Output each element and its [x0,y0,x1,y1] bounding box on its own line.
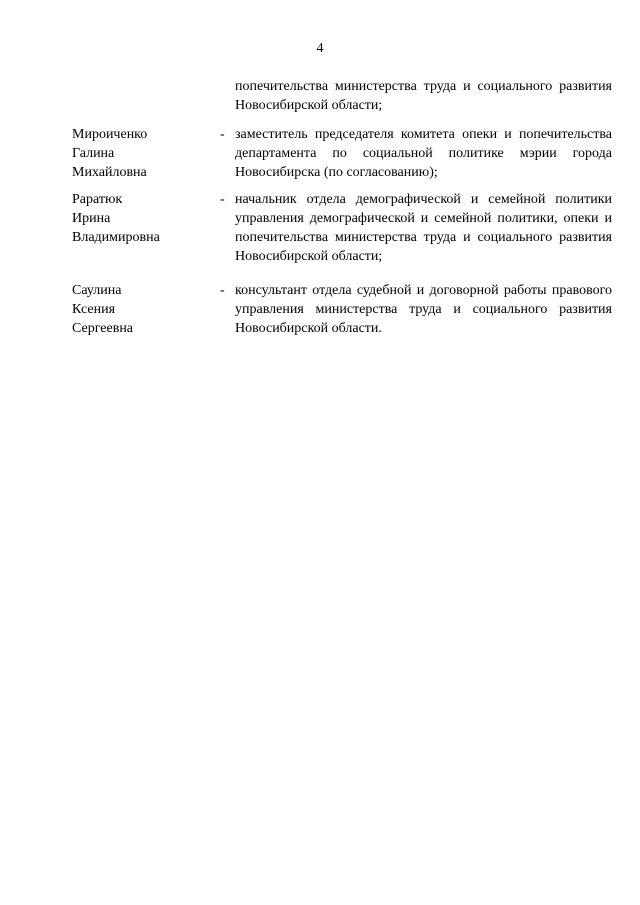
member-list [72,125,612,344]
member-dash: - [220,283,225,298]
member-dash: - [220,192,225,207]
member-description: начальник отдела демографической и семейной политики управления демографической и семейной политики, опеки и попечительства министерства труда и социального развития Новосибирской области; [235,192,612,264]
member-surname: Раратюк [72,192,123,207]
member-name [72,190,220,266]
member-entry [72,281,612,338]
member-entry [72,190,612,266]
page-number: 4 [316,41,324,56]
member-entry [72,125,612,182]
continuation-text: попечительства министерства труда и социального развития Новосибирской области; [235,79,612,113]
member-first-name: Ирина [72,211,111,226]
member-description: консультант отдела судебной и договорной работы правового управления министерства труда и социального развития Новосибирской области. [235,283,612,336]
member-patronymic: Сергеевна [72,321,134,336]
member-name [72,281,220,338]
member-dash: - [220,127,225,142]
member-description: заместитель председателя комитета опеки и попечительства департамента по социальной политике мэрии города Новосибирска (по согласованию); [235,127,612,180]
member-patronymic: Михайловна [72,165,147,180]
member-name [72,125,220,182]
member-first-name: Галина [72,146,115,161]
member-surname: Саулина [72,283,122,298]
member-patronymic: Владимировна [72,230,160,245]
member-first-name: Ксения [72,302,116,317]
member-surname: Мироиченко [72,127,148,142]
